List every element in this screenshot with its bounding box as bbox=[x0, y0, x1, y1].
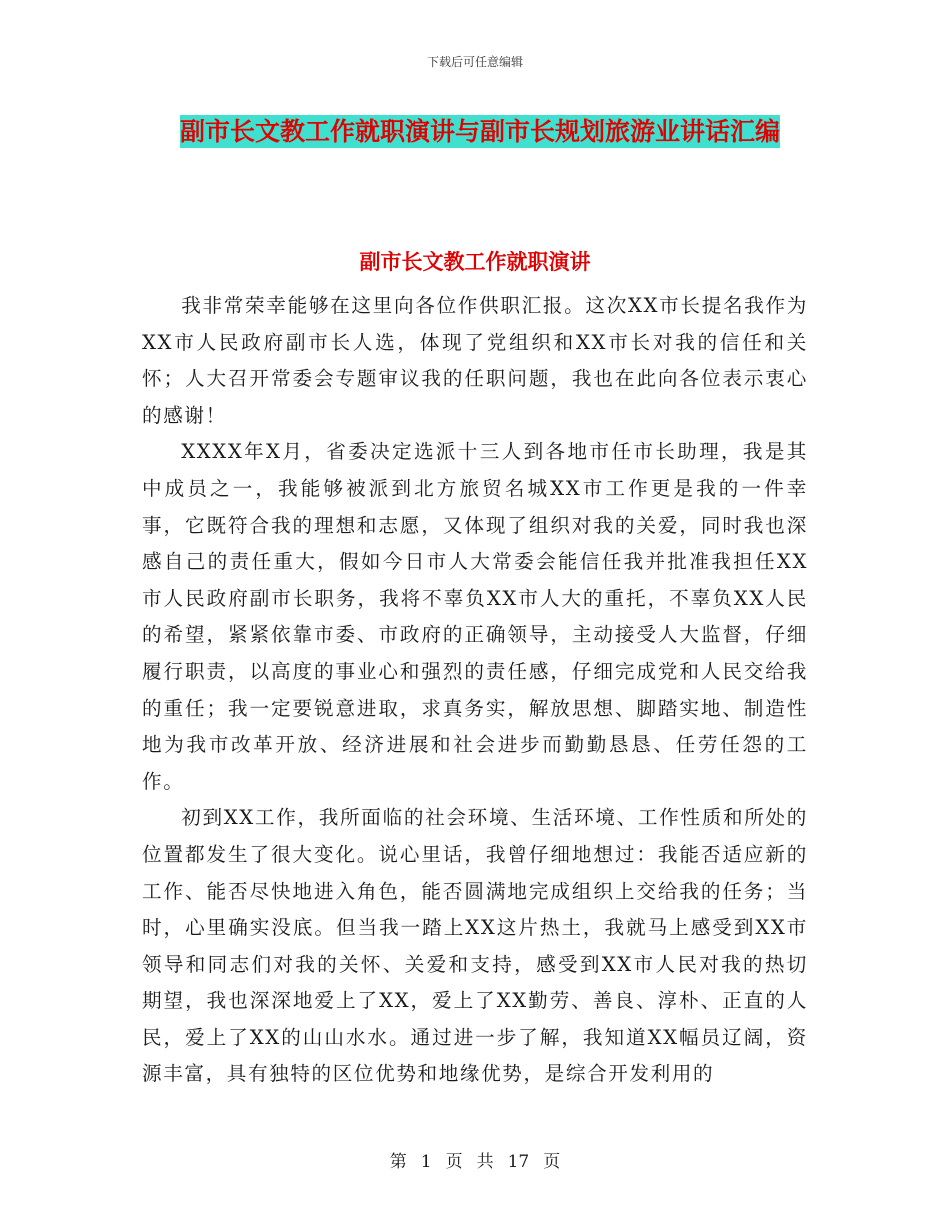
page-footer bbox=[0, 1150, 950, 1174]
paragraph-3: 初到XX工作，我所面临的社会环境、生活环境、工作性质和所处的位置都发生了很大变化。说心里话，我曾仔细地想过：我能否适应新的工作、能否尽快地进入角色，能否圆满地完成组织上交给我的任务；当时，心里确实没底。但当我一踏上XX这片热土，我就马上感受到XX市领导和同志们对我的关怀、关爱和支持，感受到XX市人民对我的热切期望，我也深深地爱上了XX，爱上了XX勤劳、善良、淳朴、正直的人民，爱上了XX的山山水水。通过进一步了解，我知道XX幅员辽阔，资源丰富，具有独特的区位优势和地缘优势，是综合开发利用的 bbox=[142, 806, 808, 1086]
document-title-text: 副市长文教工作就职演讲与副市长规划旅游业讲话汇编 bbox=[179, 117, 780, 146]
page-header-note: 下载后可任意编辑 bbox=[426, 55, 523, 69]
document-title bbox=[150, 108, 810, 156]
page-label-mid: 页 bbox=[445, 1152, 463, 1172]
total-prefix: 共 bbox=[476, 1152, 494, 1172]
total-suffix: 页 bbox=[543, 1152, 561, 1172]
paragraph-1: 我非常荣幸能够在这里向各位作供职汇报。这次XX市长提名我作为XX市人民政府副市长人选，体现了党组织和XX市长对我的信任和关怀；人大召开常委会专题审议我的任职问题，我也在此向各位表示衷心的感谢！ bbox=[142, 294, 808, 427]
paragraph-2: XXXX年X月，省委决定选派十三人到各地市任市长助理，我是其中成员之一，我能够被派到北方旅贸名城XX市工作更是我的一件幸事，它既符合我的理想和志愿，又体现了组织对我的关爱，同时我也深感自己的责任重大，假如今日市人大常委会能信任我并批准我担任XX市人民政府副市长职务，我将不辜负XX市人大的重托，不辜负XX人民的希望，紧紧依靠市委、市政府的正确领导，主动接受人大监督，仔细履行职责，以高度的事业心和强烈的责任感，仔细完成党和人民交给我的重任；我一定要锐意进取，求真务实，解放思想、脚踏实地、制造性地为我市改革开放、经济进展和社会进步而勤勤恳恳、任劳任怨的工作。 bbox=[142, 440, 808, 793]
section-title: 副市长文教工作就职演讲 bbox=[359, 250, 591, 274]
page-number: 1 bbox=[420, 1152, 432, 1172]
document-body bbox=[142, 288, 808, 1093]
total-pages: 17 bbox=[507, 1152, 530, 1172]
page-label-prefix: 第 bbox=[389, 1152, 407, 1172]
